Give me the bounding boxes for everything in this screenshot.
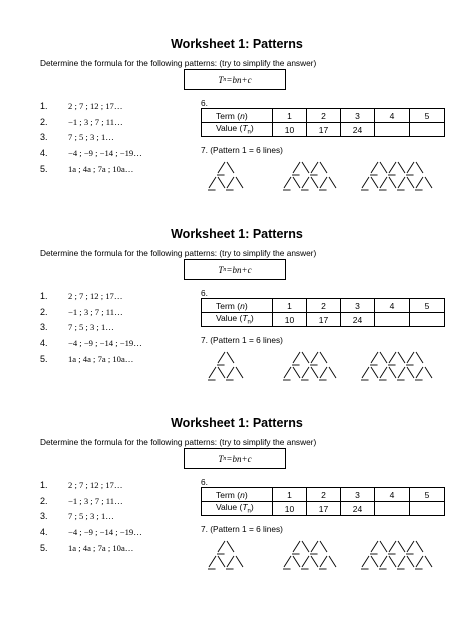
formula-lhs: T [218,74,224,85]
triangle-patterns [208,159,444,193]
table-cell: 2 [307,299,341,313]
item-sequence: 2 ; 7 ; 12 ; 17… [68,480,123,490]
table-cell [375,313,410,327]
item-sequence: −1 ; 3 ; 7 ; 11… [68,495,123,506]
formula-box [184,259,286,280]
table-row [202,299,445,313]
item-sequence: 2 ; 7 ; 12 ; 17… [68,101,123,111]
triangle-pattern-1 [208,162,243,190]
worksheet-2 [0,227,474,417]
item-sequence: −1 ; 3 ; 7 ; 11… [68,306,123,317]
table-cell: 4 [375,488,410,502]
triangle-pattern-2 [283,541,336,569]
term-value-table [201,108,445,137]
formula-sub: n [223,76,227,83]
table-cell: 24 [341,123,375,137]
table-cell: 5 [410,109,445,123]
item-sequence: −4 ; −9 ; −14 ; −19… [68,527,142,538]
item-sequence: 7 ; 5 ; 3 ; 1… [68,511,114,522]
table-cell: 2 [307,109,341,123]
formula-lhs: T [218,453,224,464]
value-header: Value $(T_n)$ [202,502,273,516]
instruction-text: Determine the formula for the following patterns: (try to simplify the answer) [40,58,317,68]
question-6-label: 6. [201,98,208,108]
triangle-pattern-3 [361,541,432,569]
triangle-pattern-1 [208,541,243,569]
table-cell [375,502,410,516]
triangle-pattern-1 [208,352,243,380]
term-header: Term (n) [202,109,273,123]
item-number: 5. [40,163,48,174]
table-cell: 1 [273,109,307,123]
table-row [202,488,445,502]
question-7-label: 7. (Pattern 1 = 6 lines) [201,524,283,534]
value-header: Value $(T_n)$ [202,313,273,327]
table-cell [410,123,445,137]
item-number: 2. [40,306,48,317]
table-cell: 24 [341,313,375,327]
table-cell: 17 [307,123,341,137]
item-number: 1. [40,480,48,490]
item-number: 3. [40,132,48,143]
item-number: 5. [40,353,48,364]
item-number: 4. [40,338,48,349]
term-value-table [201,298,445,327]
table-row [202,123,445,137]
triangle-patterns [208,349,444,383]
question-7-label: 7. (Pattern 1 = 6 lines) [201,335,283,345]
triangle-pattern-3 [361,352,432,380]
table-cell: 24 [341,502,375,516]
worksheet-title: Worksheet 1: Patterns [171,416,303,430]
item-number: 1. [40,101,48,111]
formula-lhs: T [218,264,224,275]
item-sequence: 1a ; 4a ; 7a ; 10a… [68,542,134,553]
table-cell: 3 [341,488,375,502]
item-number: 2. [40,495,48,506]
instruction-text: Determine the formula for the following patterns: (try to simplify the answer) [40,437,317,447]
item-sequence: 2 ; 7 ; 12 ; 17… [68,291,123,301]
table-row [202,313,445,327]
formula-box [184,69,286,90]
item-number: 5. [40,542,48,553]
item-sequence: −1 ; 3 ; 7 ; 11… [68,116,123,127]
question-7-label: 7. (Pattern 1 = 6 lines) [201,145,283,155]
worksheet-3 [0,416,474,606]
worksheet-1 [0,37,474,227]
table-cell: 1 [273,488,307,502]
item-number: 3. [40,322,48,333]
item-number: 4. [40,527,48,538]
question-6-label: 6. [201,477,208,487]
item-number: 4. [40,148,48,159]
term-header: Term (n) [202,488,273,502]
table-cell [410,313,445,327]
worksheet-title: Worksheet 1: Patterns [171,37,303,51]
item-sequence: −4 ; −9 ; −14 ; −19… [68,148,142,159]
worksheet-title: Worksheet 1: Patterns [171,227,303,241]
term-header: Term (n) [202,299,273,313]
table-cell: 17 [307,502,341,516]
item-sequence: −4 ; −9 ; −14 ; −19… [68,338,142,349]
formula-sub: n [223,266,227,273]
triangle-pattern-2 [283,352,336,380]
value-header: Value $(T_n)$ [202,123,273,137]
item-sequence: 1a ; 4a ; 7a ; 10a… [68,163,134,174]
table-cell: 4 [375,109,410,123]
instruction-text: Determine the formula for the following patterns: (try to simplify the answer) [40,248,317,258]
table-cell: 10 [273,123,307,137]
triangle-pattern-2 [283,162,336,190]
formula-rhs: =bn+c [226,453,252,464]
item-number: 3. [40,511,48,522]
item-sequence: 7 ; 5 ; 3 ; 1… [68,132,114,143]
item-number: 2. [40,116,48,127]
term-value-table [201,487,445,516]
table-cell: 1 [273,299,307,313]
table-cell [410,502,445,516]
table-cell [375,123,410,137]
formula-rhs: =bn+c [226,74,252,85]
table-cell: 3 [341,109,375,123]
item-sequence: 1a ; 4a ; 7a ; 10a… [68,353,134,364]
table-cell: 5 [410,488,445,502]
triangle-pattern-3 [361,162,432,190]
question-6-label: 6. [201,288,208,298]
item-sequence: 7 ; 5 ; 3 ; 1… [68,322,114,333]
table-cell: 5 [410,299,445,313]
table-row [202,109,445,123]
item-number: 1. [40,291,48,301]
formula-rhs: =bn+c [226,264,252,275]
formula-box [184,448,286,469]
table-cell: 2 [307,488,341,502]
table-cell: 4 [375,299,410,313]
table-cell: 3 [341,299,375,313]
table-cell: 10 [273,502,307,516]
triangle-patterns [208,538,444,572]
table-cell: 10 [273,313,307,327]
table-cell: 17 [307,313,341,327]
formula-sub: n [223,455,227,462]
table-row [202,502,445,516]
